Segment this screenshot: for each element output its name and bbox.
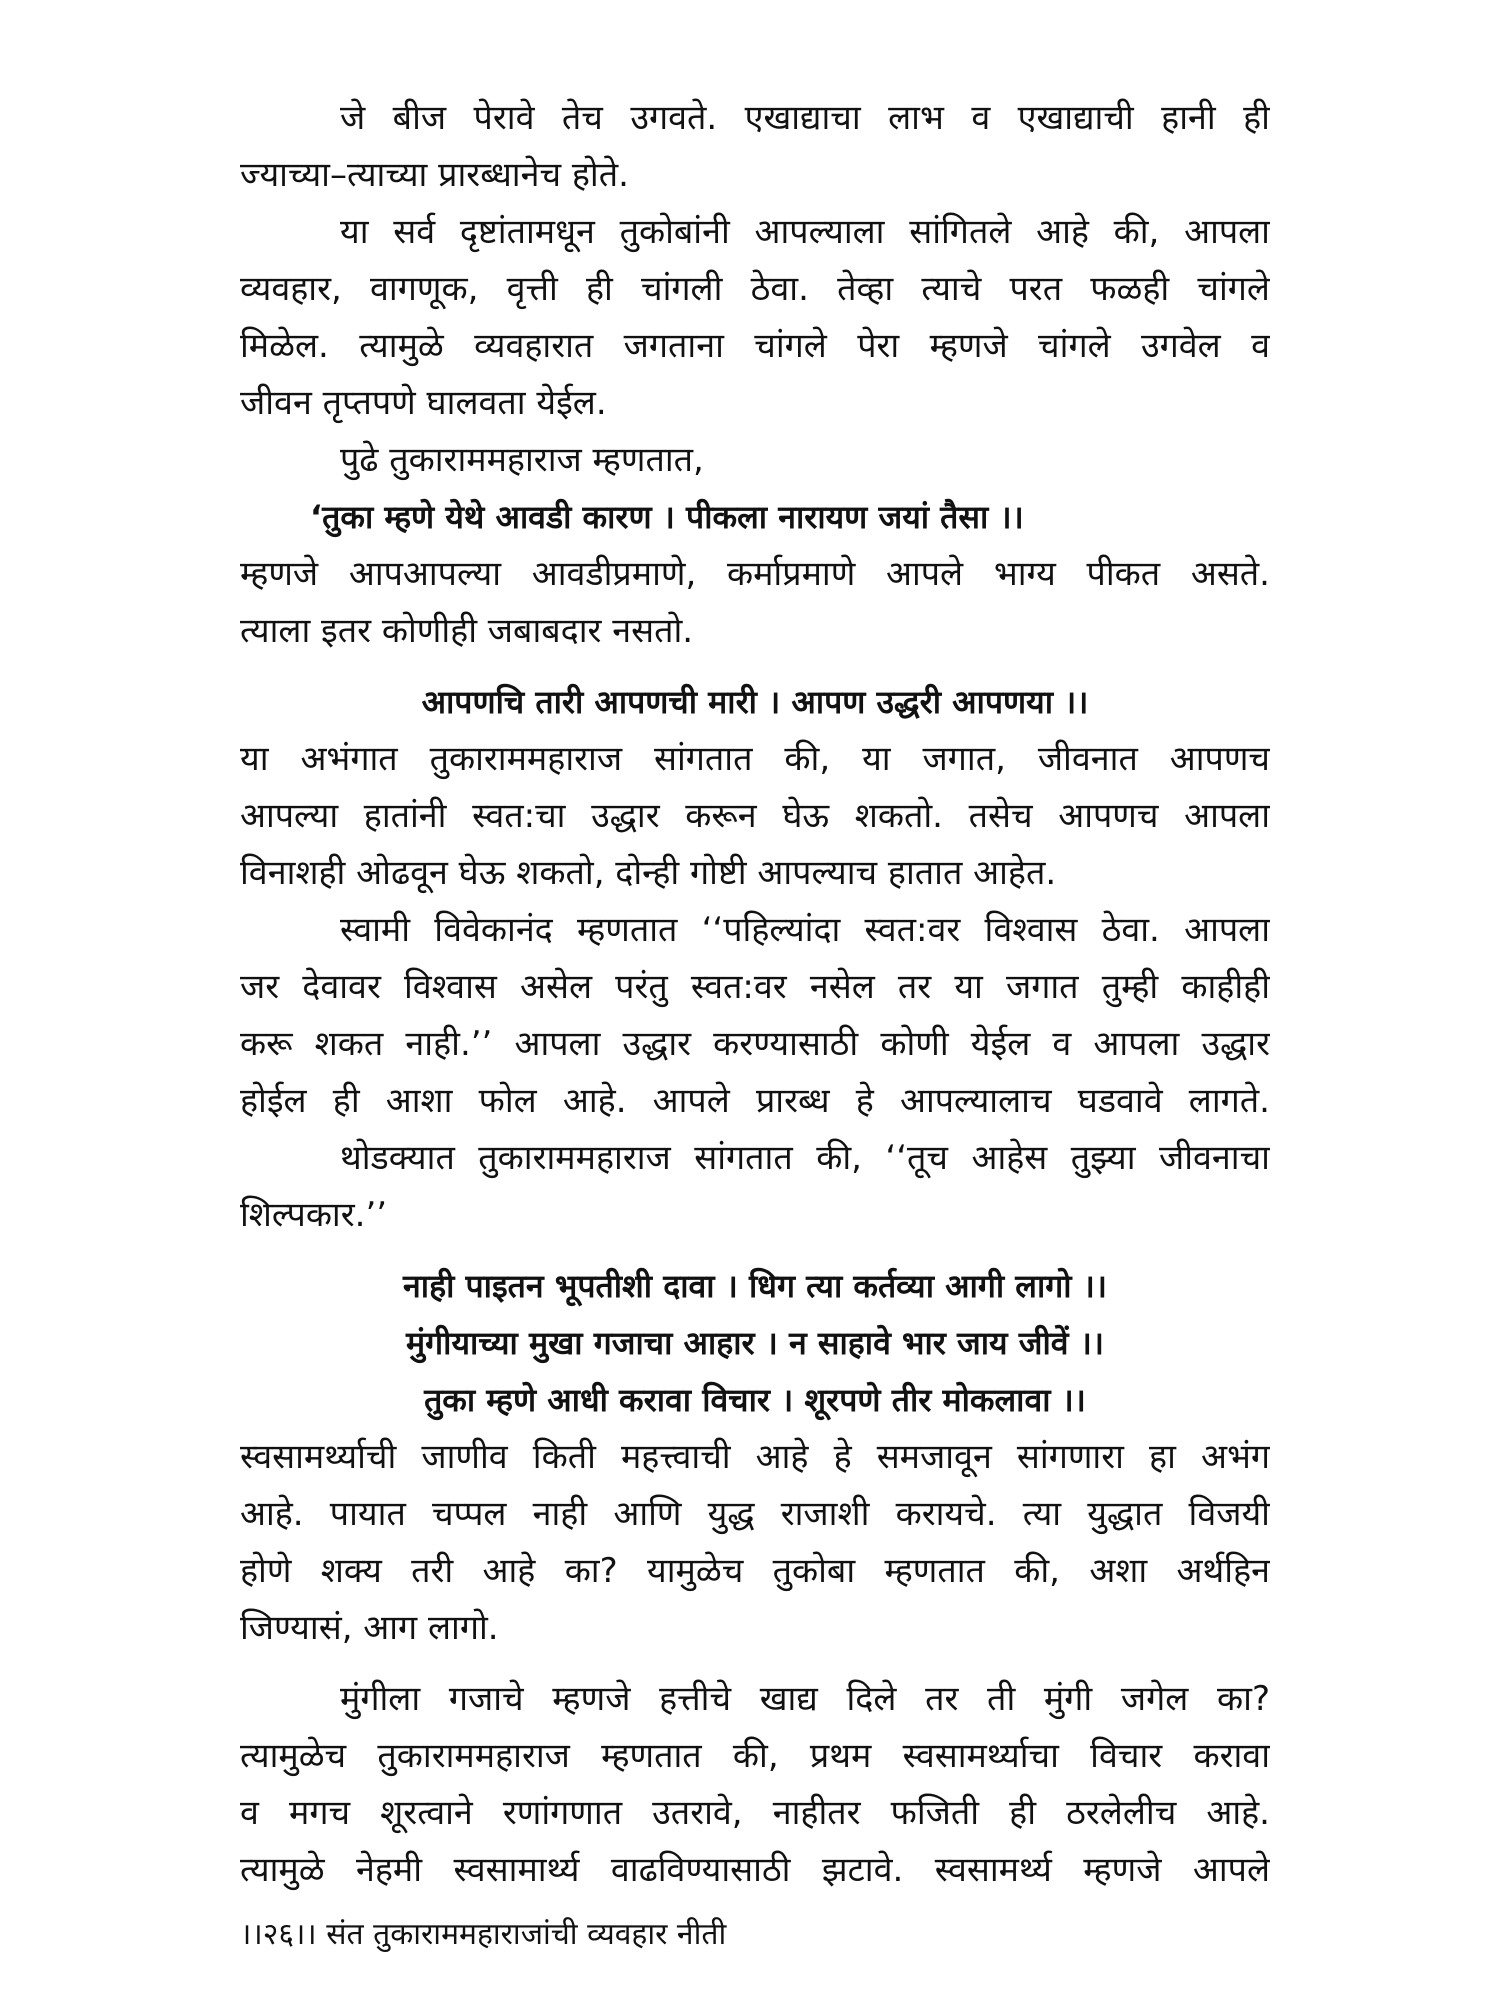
paragraph-line: स्वामी विवेकानंद म्हणतात ‘‘पहिल्यांदा स्वत:वर विश्वास ठेवा. आपला <box>340 910 1270 950</box>
verse-line: आपणचि तारी आपणची मारी । आपण उद्धरी आपणया ।। <box>421 683 1089 721</box>
paragraph-line: त्यामुळेच तुकाराममहाराज म्हणतात की, प्रथम स्वसामर्थ्याचा विचार करावा <box>240 1736 1270 1776</box>
paragraph-line: स्वसामर्थ्याची जाणीव किती महत्त्वाची आहे हे समजावून सांगणारा हा अभंग <box>240 1437 1270 1477</box>
paragraph-line: विनाशही ओढवून घेऊ शकतो, दोन्ही गोष्टी आपल्याच हातात आहेत. <box>240 853 1057 893</box>
paragraph-line: जिण्यासं, आग लागो. <box>240 1608 499 1648</box>
verse-line: ‘तुका म्हणे येथे आवडी कारण । पीकला नारायण जयां तैसा ।। <box>310 498 1024 536</box>
paragraph-line: या सर्व दृष्टांतामधून तुकोबांनी आपल्याला सांगितले आहे की, आपला <box>340 212 1270 252</box>
verse-line: नाही पाइतन भूपतीशी दावा । धिग त्या कर्तव्या आगी लागो ।। <box>403 1267 1107 1305</box>
paragraph-line: आहे. पायात चप्पल नाही आणि युद्ध राजाशी करायचे. त्या युद्धात विजयी <box>240 1494 1270 1534</box>
paragraph-line: होणे शक्य तरी आहे का? यामुळेच तुकोबा म्हणतात की, अशा अर्थहिन <box>240 1551 1270 1591</box>
paragraph-line: मुंगीला गजाचे म्हणजे हत्तीचे खाद्य दिले तर ती मुंगी जगेल का? <box>340 1679 1270 1719</box>
paragraph-line: आपल्या हातांनी स्वत:चा उद्धार करून घेऊ शकतो. तसेच आपणच आपला <box>240 796 1270 836</box>
paragraph-line: जे बीज पेरावे तेच उगवते. एखाद्याचा लाभ व एखाद्याची हानी ही <box>340 98 1270 138</box>
verse-line: मुंगीयाच्या मुखा गजाचा आहार । न साहावे भार जाय जीवें ।। <box>406 1324 1104 1362</box>
paragraph-line: त्याला इतर कोणीही जबाबदार नसतो. <box>240 611 694 651</box>
page-footer: ।।२६।। संत तुकाराममहाराजांची व्यवहार नीती <box>240 1917 727 1952</box>
verse-line: तुका म्हणे आधी करावा विचार । शूरपणे तीर मोकलावा ।। <box>424 1381 1086 1419</box>
paragraph-line: व मगच शूरत्वाने रणांगणात उतरावे, नाहीतर फजिती ही ठरलेलीच आहे. <box>240 1793 1270 1833</box>
paragraph-line: थोडक्यात तुकाराममहाराज सांगतात की, ‘‘तूच आहेस तुझ्या जीवनाचा <box>340 1138 1270 1178</box>
paragraph-line: मिळेल. त्यामुळे व्यवहारात जगताना चांगले पेरा म्हणजे चांगले उगवेल व <box>240 326 1270 366</box>
paragraph-line: पुढे तुकाराममहाराज म्हणतात, <box>340 440 704 480</box>
paragraph-line: या अभंगात तुकाराममहाराज सांगतात की, या जगात, जीवनात आपणच <box>240 739 1270 779</box>
paragraph-line: ज्याच्या–त्याच्या प्रारब्धानेच होते. <box>240 155 629 195</box>
paragraph-line: होईल ही आशा फोल आहे. आपले प्रारब्ध हे आपल्यालाच घडवावे लागते. <box>240 1081 1270 1121</box>
paragraph-line: जीवन तृप्तपणे घालवता येईल. <box>240 383 607 423</box>
paragraph-line: जर देवावर विश्वास असेल परंतु स्वत:वर नसेल तर या जगात तुम्ही काहीही <box>240 967 1270 1007</box>
paragraph-line: व्यवहार, वागणूक, वृत्ती ही चांगली ठेवा. तेव्हा त्याचे परत फळही चांगले <box>240 269 1270 309</box>
paragraph-line: त्यामुळे नेहमी स्वसामार्थ्य वाढविण्यासाठी झटावे. स्वसामर्थ्य म्हणजे आपले <box>240 1850 1270 1890</box>
paragraph-line: म्हणजे आपआपल्या आवडीप्रमाणे, कर्माप्रमाणे आपले भाग्य पीकत असते. <box>240 554 1270 594</box>
page-body <box>240 90 1270 1899</box>
paragraph-line: शिल्पकार.’’ <box>240 1195 388 1235</box>
paragraph-line: करू शकत नाही.’’ आपला उद्धार करण्यासाठी कोणी येईल व आपला उद्धार <box>240 1024 1270 1064</box>
